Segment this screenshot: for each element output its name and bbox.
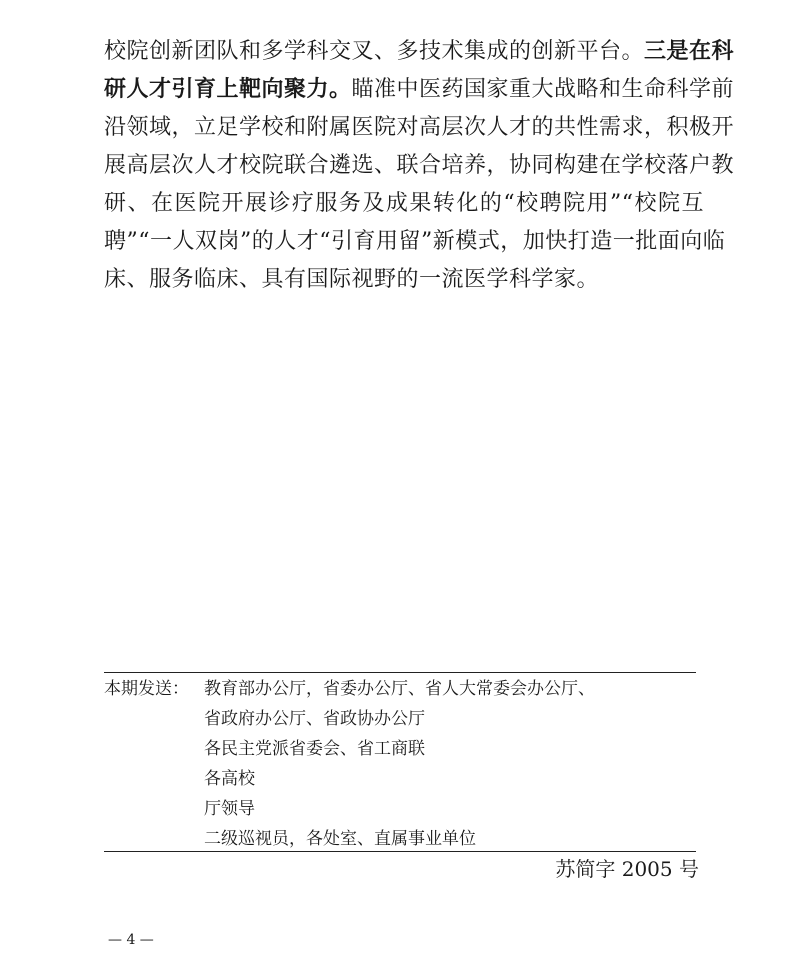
body-line: 展高层次人才校院联合遴选、联合培养，协同构建在学校落户教	[104, 153, 735, 178]
distribution-recipient: 各高校	[204, 769, 255, 789]
distribution-recipient: 教育部办公厅，省委办公厅、省人大常委会办公厅、	[204, 679, 595, 699]
body-line: 研、在医院开展诊疗服务及成果转化的“校聘院用”“校院互	[104, 191, 704, 216]
distribution-line	[104, 824, 696, 854]
body-line: 研人才引育上靶向聚力。瞄准中医药国家重大战略和生命科学前	[104, 76, 735, 102]
body-line: 沿领域，立足学校和附属医院对高层次人才的共性需求，积极开	[104, 115, 735, 140]
distribution-line	[104, 674, 696, 704]
body-line-last: 床、服务临床、具有国际视野的一流医学科学家。	[104, 267, 600, 292]
body-line: 聘”“一人双岗”的人才“引育用留”新模式，加快打造一批面向临	[104, 229, 726, 254]
distribution-list	[104, 674, 696, 854]
distribution-recipient: 省政府办公厅、省政协办公厅	[204, 709, 425, 729]
distribution-line	[104, 764, 696, 794]
distribution-recipient: 各民主党派省委会、省工商联	[204, 739, 425, 759]
document-number: 苏简字 2005 号	[555, 857, 699, 881]
distribution-line	[104, 704, 696, 734]
body-text	[104, 32, 735, 298]
distribution-top-rule	[104, 672, 696, 673]
body-line: 校院创新团队和多学科交叉、多技术集成的创新平台。三是在科	[104, 38, 735, 64]
distribution-recipient: 厅领导	[204, 799, 255, 819]
distribution-label: 本期发送：	[104, 679, 189, 699]
distribution-recipient: 二级巡视员，各处室、直属事业单位	[204, 829, 476, 849]
page-number: — 4 —	[108, 932, 154, 948]
distribution-line	[104, 794, 696, 824]
distribution-line	[104, 734, 696, 764]
